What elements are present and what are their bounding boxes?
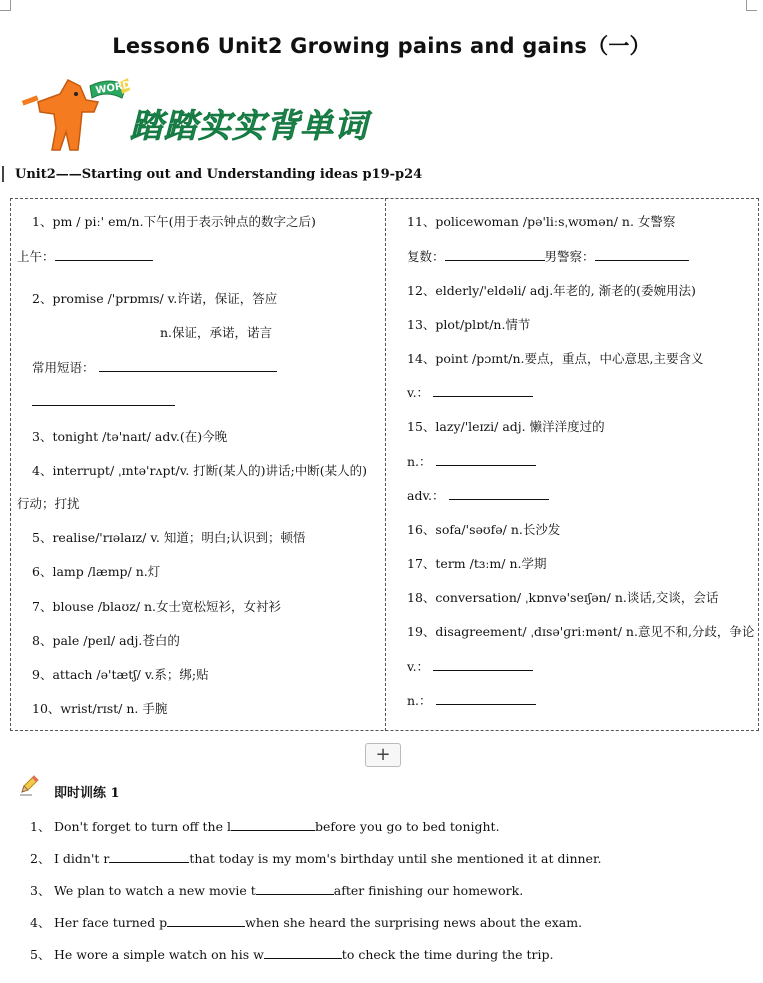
fill-blank[interactable]	[436, 453, 536, 466]
vocab-item	[407, 487, 549, 505]
add-row-button[interactable]: +	[365, 743, 401, 767]
vocab-label: v.：	[407, 659, 430, 674]
section-marker	[2, 166, 4, 182]
fill-blank[interactable]	[449, 487, 549, 500]
exercise-text: that today is my mom's birthday until she mentioned it at dinner.	[189, 851, 602, 866]
vocab-item	[407, 692, 536, 710]
vocab-item	[407, 453, 536, 471]
fill-blank[interactable]	[433, 384, 533, 397]
vocab-item: 18、conversation/ ˌkɒnvə'seɪʃən/ n.谈话,交谈，会话	[407, 590, 719, 605]
vocab-label: v.：	[407, 385, 430, 400]
exercise-text: Her face turned p	[54, 915, 168, 930]
vocab-item	[32, 359, 277, 377]
vocab-item: 19、disagreement/ ˌdɪsə'ɡriːmənt/ n.意见不和,分歧，争论	[407, 624, 755, 639]
exercise-text: Don't forget to turn off the l	[54, 819, 231, 834]
vocab-item: 8、pale /peɪl/ adj.苍白的	[32, 633, 180, 648]
fill-blank[interactable]	[433, 658, 533, 671]
answer-blank[interactable]	[264, 946, 342, 959]
vocab-label: n.：	[407, 454, 432, 469]
answer-blank[interactable]	[231, 818, 315, 831]
fill-blank[interactable]	[55, 248, 153, 261]
exercise-text: after finishing our homework.	[333, 883, 524, 898]
exercise-text: I didn't r	[54, 851, 110, 866]
banner-title: 踏踏实实背单词	[130, 106, 368, 145]
exercise-item	[30, 818, 500, 836]
vocab-item: 11、policewoman /pə'liːsˌwʊmən/ n. 女警察	[407, 214, 676, 229]
vocab-item: 17、term /tɜːm/ n.学期	[407, 556, 547, 571]
exercise-number: 5、	[30, 947, 51, 962]
page-corner-mark-right	[746, 0, 757, 11]
vocab-item: 7、blouse /blaʊz/ n.女士宽松短衫，女衬衫	[32, 599, 282, 614]
fill-blank[interactable]	[445, 248, 545, 261]
section-heading: Unit2——Starting out and Understanding ideas p19-p24	[15, 167, 423, 182]
vocab-item: 5、realise/'rɪəlaɪz/ v. 知道；明白;认识到；顿悟	[32, 530, 306, 545]
fill-blank[interactable]	[436, 692, 536, 705]
vocab-item	[407, 384, 533, 402]
vocab-item: 14、point /pɔɪnt/n.要点，重点，中心意思,主要含义	[407, 351, 704, 366]
vocab-item: 16、sofa/'səʊfə/ n.长沙发	[407, 522, 561, 537]
vocabulary-divider	[385, 198, 386, 731]
vocab-label: n.：	[407, 693, 432, 708]
vocab-item: 行动；打扰	[17, 496, 80, 511]
vocab-item: 4、interrupt/ ˌɪntə'rʌpt/v. 打断(某人的)讲话;中断(某人的)	[32, 463, 367, 478]
exercise-number: 3、	[30, 883, 51, 898]
pencil-icon	[18, 774, 40, 796]
fill-blank[interactable]	[32, 393, 175, 406]
vocab-item: 10、wrist/rɪst/ n. 手腕	[32, 701, 168, 716]
vocab-label: 男警察：	[544, 249, 595, 264]
vocab-item: 13、plot/plɒt/n.情节	[407, 317, 531, 332]
vocab-label: 上午：	[17, 249, 55, 264]
vocab-label: 复数：	[407, 249, 445, 264]
exercise-item	[30, 946, 553, 964]
practice-heading: 即时训练 1	[54, 786, 120, 801]
page-corner-mark-left	[0, 0, 11, 11]
exercise-number: 1、	[30, 819, 51, 834]
exercise-text: He wore a simple watch on his w	[54, 947, 264, 962]
vocab-item: 9、attach /ə'tætʃ/ v.系；绑;贴	[32, 667, 209, 682]
banner-logo-word: WORD	[94, 79, 132, 97]
answer-blank[interactable]	[109, 850, 189, 863]
vocab-item: 1、pm / piː' em/n.下午(用于表示钟点的数字之后)	[32, 214, 316, 229]
exercise-item	[30, 882, 523, 900]
exercise-number: 4、	[30, 915, 51, 930]
exercise-text: before you go to bed tonight.	[314, 819, 500, 834]
exercise-text: to check the time during the trip.	[341, 947, 554, 962]
vocab-item	[407, 658, 533, 676]
vocab-item: 15、lazy/'leɪzi/ adj. 懒洋洋度过的	[407, 419, 605, 434]
vocab-item: 12、elderly/'eldəli/ adj.年老的, 渐老的(委婉用法)	[407, 283, 696, 298]
exercise-text: when she heard the surprising news about the exam.	[245, 915, 583, 930]
answer-blank[interactable]	[256, 882, 334, 895]
exercise-item	[30, 914, 582, 932]
answer-blank[interactable]	[167, 914, 245, 927]
fill-blank[interactable]	[595, 248, 689, 261]
page-title: Lesson6 Unit2 Growing pains and gains（一）	[112, 34, 651, 58]
vocab-label: adv.：	[407, 488, 445, 503]
vocab-item: 6、lamp /læmp/ n.灯	[32, 564, 161, 579]
vocab-item	[407, 248, 689, 266]
exercise-number: 2、	[30, 851, 51, 866]
exercise-item	[30, 850, 602, 868]
fill-blank[interactable]	[99, 359, 277, 372]
vocab-item: 3、tonight /tə'naɪt/ adv.(在)今晚	[32, 429, 228, 444]
vocab-label: 常用短语：	[32, 360, 95, 375]
vocab-item: 2、promise /'prɒmɪs/ v.许诺，保证，答应	[32, 291, 278, 306]
vocab-item-blank-line	[32, 393, 175, 411]
vocab-item	[17, 248, 153, 266]
vocab-item: n.保证，承诺，诺言	[160, 325, 273, 340]
exercise-text: We plan to watch a new movie t	[54, 883, 256, 898]
